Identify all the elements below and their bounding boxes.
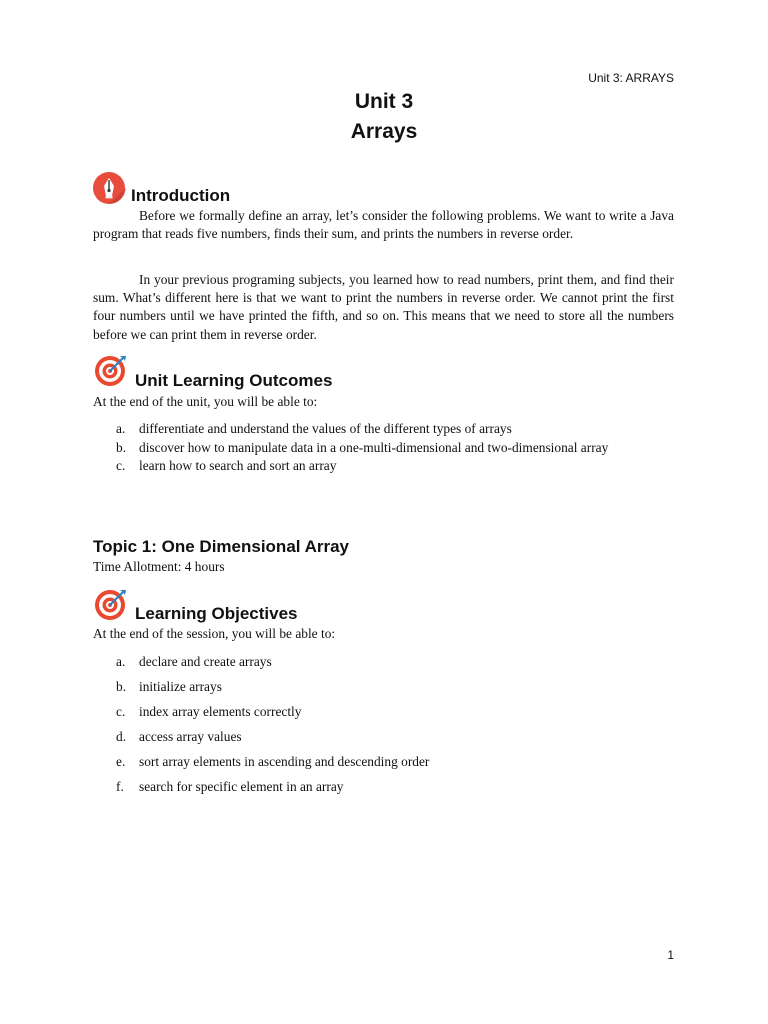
list-item — [116, 439, 676, 458]
introduction-paragraph-2: In your previous programing subjects, you learned how to read numbers, print them, and find their sum. What’s different here is that we want to print the numbers in reverse order. We cannot print the first four numbers until we have printed the fifth, and so on. This means that we need to store all the numbers before we can print them in reverse order. — [93, 272, 674, 342]
list-item — [116, 678, 676, 697]
list-item-text: access array values — [139, 729, 242, 745]
list-item-text: index array elements correctly — [139, 704, 302, 720]
list-item — [116, 653, 676, 672]
list-marker: b. — [116, 439, 127, 455]
list-item-text: differentiate and understand the values of the different types of arrays — [139, 421, 512, 436]
unit-number-title: Unit 3 — [354, 90, 414, 113]
list-marker: b. — [116, 679, 127, 695]
list-item-text: initialize arrays — [139, 679, 222, 695]
objectives-heading: Learning Objectives — [135, 604, 298, 623]
list-item — [116, 703, 676, 722]
introduction-paragraph-1: Before we formally define an array, let’s consider the following problems. We want to write a Java program that reads five numbers, finds their sum, and prints the numbers in reverse order. — [93, 208, 674, 242]
time-allotment: Time Allotment: 4 hours — [93, 559, 225, 574]
target-icon — [94, 353, 128, 387]
target-icon — [94, 587, 128, 621]
list-item-text: sort array elements in ascending and descending order — [139, 754, 430, 770]
list-item-text: search for specific element in an array — [139, 779, 344, 795]
unit-outcomes-heading: Unit Learning Outcomes — [135, 371, 333, 390]
objectives-list — [116, 653, 676, 797]
list-item — [116, 778, 676, 797]
unit-outcomes-intro: At the end of the unit, you will be able to: — [93, 394, 318, 409]
page-number: 1 — [667, 948, 674, 962]
list-item — [116, 728, 676, 747]
list-marker: a. — [116, 421, 126, 436]
list-item-text: learn how to search and sort an array — [139, 458, 337, 473]
list-marker: a. — [116, 654, 126, 669]
list-marker: d. — [116, 729, 127, 745]
list-item — [116, 420, 676, 439]
list-item-text: declare and create arrays — [139, 654, 272, 669]
list-marker: c. — [116, 458, 126, 473]
list-marker: e. — [116, 754, 126, 770]
list-item-text: discover how to manipulate data in a one-multi-dimensional and two-dimensional array — [139, 439, 609, 455]
unit-name-title: Arrays — [350, 120, 418, 143]
objectives-intro: At the end of the session, you will be able to: — [93, 626, 336, 641]
list-item — [116, 753, 676, 772]
unit-outcomes-list — [116, 420, 676, 476]
list-marker: f. — [116, 779, 124, 795]
topic-heading: Topic 1: One Dimensional Array — [93, 537, 350, 556]
introduction-heading: Introduction — [131, 186, 231, 205]
running-header: Unit 3: ARRAYS — [588, 71, 674, 85]
pen-tip-icon — [92, 171, 126, 205]
list-item — [116, 457, 676, 476]
list-marker: c. — [116, 704, 126, 720]
